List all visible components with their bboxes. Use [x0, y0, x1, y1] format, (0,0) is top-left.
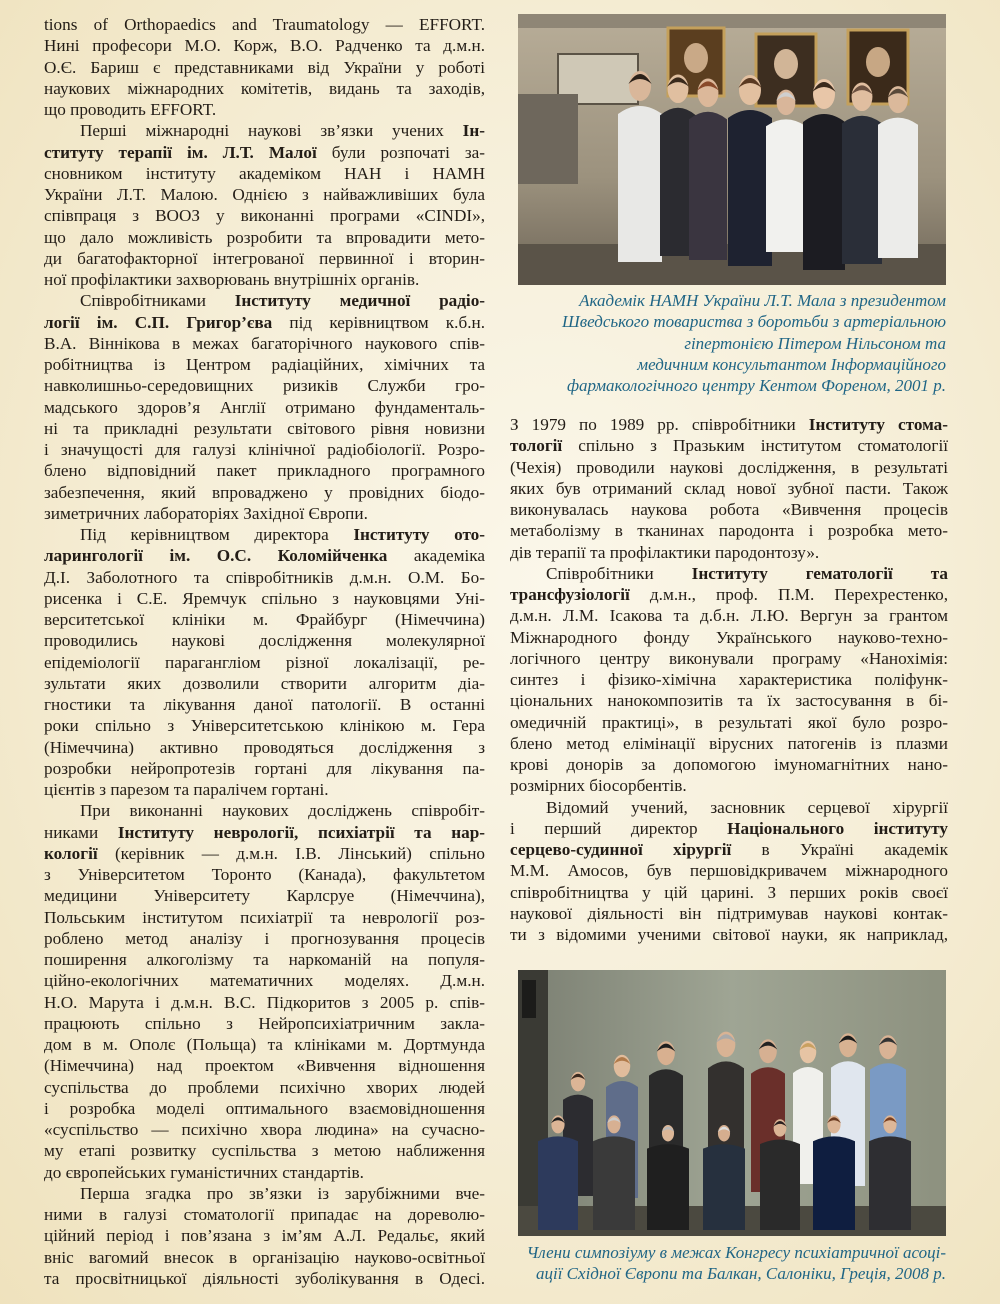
text-line: ціональних нанокомпозитів та їх застосування в бі-	[510, 691, 948, 711]
text-line: tions of Orthopaedics and Traumatology — EFFORT.	[44, 15, 485, 34]
institute-name-bold: Інституту стома-	[808, 415, 948, 434]
text-line: крові донорів за допомогою імуномагнітних нано-	[510, 755, 948, 774]
text-line: роки спільно з Університетською клінікою м. Гера	[44, 716, 485, 736]
photo-caption-2	[506, 1242, 946, 1285]
text-line: та просвітницької діяльності зуболікування в Одесі.	[44, 1268, 485, 1288]
text-line: ної профілактики захворювань внутрішніх органів.	[44, 270, 420, 289]
text-line: епідеміології парагангліом різної локалізації, ре-	[44, 652, 485, 672]
text-line: При виконанні наукових досліджень співробіт-	[80, 801, 485, 821]
text-line: співпраця з ВООЗ у виконанні програми «CINDI»,	[44, 206, 485, 226]
text-line: навколишньо-середовищних ризиків Служби гро-	[44, 376, 485, 396]
institute-name-bold: Інституту ото-	[353, 525, 485, 544]
photo-academician-mala-with-guests	[518, 14, 946, 285]
text-line: метаболізму в тканинах пародонта і розробка мето-	[510, 521, 948, 541]
text-line: М.М. Амосов, був першовідкривачем міжнародного	[510, 861, 948, 881]
text-line	[510, 584, 948, 605]
text-line: і розробка моделі оптимального взаємовідношення	[44, 1098, 485, 1118]
text-line: наукових міжнародних комітетів, видань та заходів,	[44, 78, 485, 98]
text-line: медицини Університету Карлсруе (Німеччина),	[44, 886, 485, 906]
text-line: поширення алкоголізму та наркоманій на популя-	[44, 950, 485, 969]
text-line: зультати яких дозволили створити алгоритм діа-	[44, 673, 485, 693]
text-run: в Україні академік	[731, 840, 948, 859]
institute-name-bold: Ін-	[462, 121, 485, 141]
text-line: Міжнародного фонду Українського науково-техно-	[510, 627, 948, 647]
text-run: і перший директор	[510, 818, 728, 838]
text-column-right	[510, 414, 948, 945]
text-line: вніс вагомий внесок в організацію науково-освітньої	[44, 1247, 485, 1267]
text-run: (керівник — д.м.н. І.В. Лінський) спільно	[97, 843, 485, 863]
text-line: В.А. Віннікова в межах багаторічного наукового спів-	[44, 333, 485, 353]
caption-line: гіпертонією Пітером Нільсоном та	[684, 333, 946, 353]
text-line	[44, 524, 485, 545]
text-run: Під керівництвом директора	[80, 525, 354, 544]
text-line: ними в галузі стоматології припадає на дореволю-	[44, 1205, 485, 1224]
text-line	[44, 290, 485, 311]
speaker-icon	[522, 980, 536, 1018]
text-column-left	[44, 14, 485, 1289]
caption-line: ації Східної Європи та Балкан, Салоніки, Греція, 2008 р.	[535, 1264, 946, 1284]
text-line: роблено метод аналізу і прогнозування процесів	[44, 928, 485, 948]
text-line: наукової діяльності він підтримував наукові контак-	[510, 903, 948, 923]
text-run: Співробітниками	[80, 291, 235, 311]
text-line: ти з відомими ученими світової науки, як наприклад,	[510, 925, 948, 944]
text-line: дом в м. Ополє (Польща) та клініками м. Дортмунда	[44, 1035, 485, 1054]
caption-line: Академік НАМН України Л.Т. Мала з президентом	[579, 291, 946, 310]
text-line: цієнтів з парезом та паралічем гортані.	[44, 780, 329, 799]
institute-name-bold: ституту терапії ім. Л.Т. Малої	[44, 142, 317, 162]
text-run: д.м.н., проф. П.М. Перехрестенко,	[629, 585, 948, 604]
text-line: д.м.н. Л.М. Ісакова та д.б.н. Л.Ю. Вергун за грантом	[510, 606, 948, 626]
text-line	[44, 142, 485, 163]
text-line	[510, 414, 948, 435]
text-line: синтез і фізико-хімічна характеристика поліфунк-	[510, 670, 948, 689]
text-line	[510, 435, 948, 456]
text-line: ди багатофакторної інтегрованої первинної і вторин-	[44, 248, 485, 268]
text-run: спільно з Празьким інститутом стоматології	[562, 436, 948, 456]
text-line	[44, 822, 485, 843]
text-line: Перша згадка про зв’язки із зарубіжними вче-	[80, 1183, 485, 1203]
text-run: никами	[44, 822, 118, 842]
text-line: му етапі розвитку суспільства з метою наближення	[44, 1141, 485, 1161]
text-run: Співробітники	[546, 563, 692, 583]
text-line: робітництва із Центром радіаційних, хімічних та	[44, 355, 485, 374]
text-line	[510, 563, 948, 584]
text-line: Відомий учений, засновник серцевої хірургії	[546, 797, 948, 817]
caption-line: медичним консультантом Інформаційного	[637, 354, 946, 374]
text-run: були розпочаті за-	[316, 142, 485, 162]
institute-name-bold: серцево-судинної хірургії	[510, 840, 732, 859]
text-line: ційно-екологічних математичних моделях. Д.м.н.	[44, 971, 485, 991]
text-line: з Університетом Торонто (Канада), факультетом	[44, 865, 485, 884]
institute-name-bold: Національного інституту	[727, 818, 948, 838]
text-line: ні та прикладні результати світового рівня новизни	[44, 418, 485, 438]
text-line: рисенка і С.Е. Яремчук спільно з науковцями Уні-	[44, 588, 485, 608]
institute-name-bold: кології	[44, 843, 98, 863]
text-line: (Німеччина) над проектом «Вивчення відношення	[44, 1056, 485, 1076]
text-line: верситетської клініки м. Фрайбург (Німеччина)	[44, 610, 485, 629]
text-line: Нині професори М.О. Корж, В.О. Радченко та д.м.н.	[44, 36, 485, 56]
text-line: зиметричних лабораторіях Західної Європи.	[44, 503, 368, 523]
text-line: України Л.Т. Малою. Однією з найважливіших була	[44, 185, 485, 204]
text-line: гностики та лікування даної патології. В останні	[44, 695, 485, 714]
text-line: виконувалась наукова робота «Вивчення процесів	[510, 500, 948, 519]
institute-name-bold: трансфузіології	[510, 585, 630, 604]
photo-symposium-members	[518, 970, 946, 1236]
text-line: сновником інституту академіком НАН і НАМН	[44, 163, 485, 183]
text-line: блено відповідний пакет прикладного програмного	[44, 461, 485, 481]
text-line: до європейських гуманістичних стандартів.	[44, 1162, 364, 1182]
institute-name-bold: Інституту медичної радіо-	[234, 291, 486, 311]
text-line	[44, 545, 485, 566]
text-line: «суспільство — психічно хвора людина» на сучасно-	[44, 1120, 485, 1139]
text-line: розмірних біосорбентів.	[510, 776, 687, 796]
institute-name-bold: Інституту гематології та	[691, 563, 948, 583]
text-line: забезпечення, який впроваджено у провідних біодо-	[44, 482, 485, 502]
text-line	[510, 818, 948, 839]
text-line: логічного центру виконували програму «Нанохімія:	[510, 648, 948, 668]
caption-line: Шведського товариства з боротьби з артеріальною	[562, 312, 946, 332]
text-line: співробітництва у цій царині. З перших років своєї	[510, 882, 948, 902]
text-line: розробки нейропротезів гортані для лікування па-	[44, 758, 485, 778]
text-line: що проводить EFFORT.	[44, 100, 217, 119]
text-run: під керівництвом к.б.н.	[272, 312, 485, 332]
text-line: працюють спільно з Нейропсихіатричним закла-	[44, 1013, 485, 1033]
institute-name-bold: логії ім. С.П. Григор’єва	[44, 312, 273, 332]
text-run: З 1979 по 1989 рр. співробітники	[510, 415, 809, 434]
caption-line: фармакологічного центру Кентом Фореном, 2001 р.	[566, 376, 946, 396]
institute-name-bold: ларингології ім. О.С. Коломійченка	[44, 546, 388, 566]
caption-line: Члени симпозіуму в межах Конгресу психіатричної асоці-	[526, 1243, 946, 1262]
text-line: блено метод елімінації вірусних патогенів із плазми	[510, 733, 948, 753]
text-line	[44, 843, 485, 864]
text-line: (Чехія) проводили наукові дослідження, в результаті	[510, 457, 948, 477]
text-run: Перші міжнародні наукові зв’язки учених	[80, 121, 463, 141]
text-line: дів терапії та профілактики пародонтозу».	[510, 542, 820, 562]
text-line: і значущості для галузі клінічної радіобіології. Розро-	[44, 440, 485, 459]
text-line: яких був отриманий склад нової зубної пасти. Також	[510, 478, 948, 498]
text-line: О.Є. Бариш є представниками від України у роботі	[44, 57, 485, 77]
text-line: суспільства до проблеми психічно хворих людей	[44, 1077, 485, 1097]
institute-name-bold: тології	[510, 436, 563, 456]
text-line: мадського здоров’я Англії отримано фундаменталь-	[44, 397, 485, 417]
text-line: ційний період і пов’язана з ім’ям А.Л. Редальє, який	[44, 1226, 485, 1246]
institute-name-bold: Інституту неврології, психіатрії та нар-	[117, 822, 485, 842]
text-line: що дало можливість розробити та впровадити мето-	[44, 227, 485, 247]
text-line	[44, 312, 485, 333]
text-run: академіка	[387, 546, 486, 566]
text-line: (Німеччина) активно проводяться дослідження з	[44, 737, 485, 757]
text-line: Н.О. Марута і д.м.н. В.С. Підкоритов з 2005 р. спів-	[44, 992, 485, 1012]
text-line	[510, 839, 948, 860]
text-line: Польським інститутом психіатрії та неврології роз-	[44, 907, 485, 927]
photo-caption-1	[516, 290, 946, 396]
text-line: омедичній практиці», в результаті якої було розро-	[510, 712, 948, 732]
text-line: проводились наукові дослідження молекулярної	[44, 631, 485, 651]
text-line: Д.І. Заболотного та співробітників д.м.н. О.М. Бо-	[44, 567, 485, 587]
text-line	[44, 120, 485, 141]
